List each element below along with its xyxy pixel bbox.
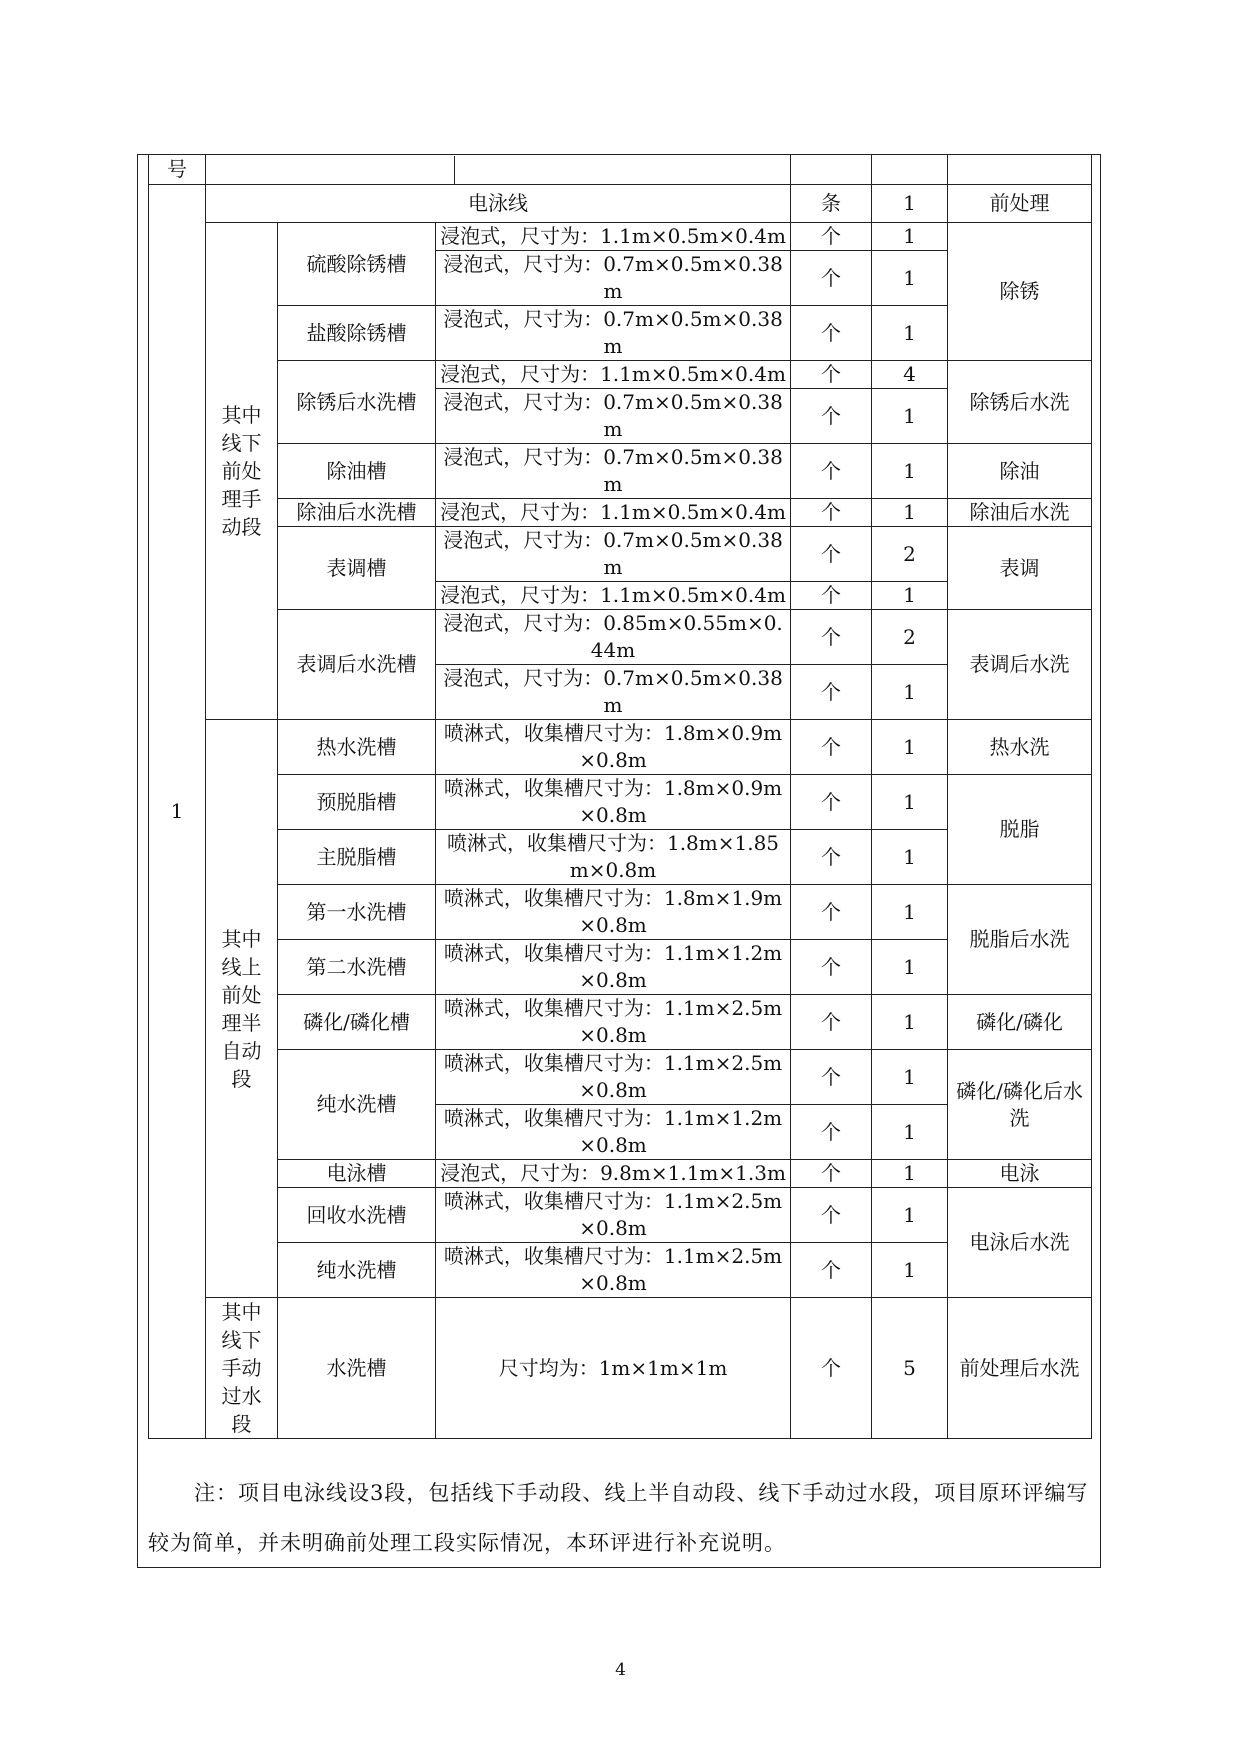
tank-unit: 个 <box>791 940 872 995</box>
tank-name: 表调后水洗槽 <box>278 610 436 720</box>
tank-spec: 喷淋式，收集槽尺寸为：1.1m×2.5m×0.8m <box>436 1188 791 1243</box>
tank-purpose: 表调后水洗 <box>948 610 1092 720</box>
tank-spec: 尺寸均为：1m×1m×1m <box>436 1298 791 1439</box>
tank-spec: 喷淋式，收集槽尺寸为：1.1m×2.5m×0.8m <box>436 1050 791 1105</box>
tank-spec: 喷淋式，收集槽尺寸为：1.1m×2.5m×0.8m <box>436 1243 791 1298</box>
tank-qty: 1 <box>872 1243 948 1298</box>
tank-unit: 个 <box>791 995 872 1050</box>
tank-qty: 1 <box>872 1188 948 1243</box>
tank-spec: 浸泡式，尺寸为：0.85m×0.55m×0.44m <box>436 610 791 665</box>
tank-spec: 喷淋式，收集槽尺寸为：1.8m×0.9m×0.8m <box>436 775 791 830</box>
tank-qty: 1 <box>872 1105 948 1160</box>
tank-name: 预脱脂槽 <box>278 775 436 830</box>
tank-spec: 浸泡式，尺寸为：0.7m×0.5m×0.38m <box>436 389 791 444</box>
section-label: 其中线下前处理手动段 <box>206 223 278 720</box>
tank-unit: 个 <box>791 775 872 830</box>
tank-purpose: 前处理后水洗 <box>948 1298 1092 1439</box>
tank-name: 热水洗槽 <box>278 720 436 775</box>
tank-qty: 2 <box>872 610 948 665</box>
tank-unit: 个 <box>791 1105 872 1160</box>
tank-name: 主脱脂槽 <box>278 830 436 885</box>
line-purpose: 前处理 <box>948 185 1092 223</box>
line-name: 电泳线 <box>206 185 791 223</box>
tank-unit: 个 <box>791 251 872 306</box>
tank-spec: 浸泡式，尺寸为：0.7m×0.5m×0.38m <box>436 665 791 720</box>
tank-qty: 1 <box>872 389 948 444</box>
tank-qty: 1 <box>872 665 948 720</box>
tank-spec: 浸泡式，尺寸为：9.8m×1.1m×1.3m <box>436 1160 791 1188</box>
tank-unit: 个 <box>791 306 872 361</box>
tank-spec: 浸泡式，尺寸为：1.1m×0.5m×0.4m <box>436 582 791 610</box>
tank-purpose: 热水洗 <box>948 720 1092 775</box>
tank-name: 纯水洗槽 <box>278 1243 436 1298</box>
tank-name: 硫酸除锈槽 <box>278 223 436 306</box>
tank-unit: 个 <box>791 1160 872 1188</box>
line-qty: 1 <box>872 185 948 223</box>
tank-unit: 个 <box>791 1188 872 1243</box>
tank-name: 电泳槽 <box>278 1160 436 1188</box>
tank-unit: 个 <box>791 499 872 527</box>
tank-unit: 个 <box>791 1050 872 1105</box>
tank-purpose: 除油后水洗 <box>948 499 1092 527</box>
page-number: 4 <box>615 1660 626 1680</box>
tank-qty: 2 <box>872 527 948 582</box>
tank-unit: 个 <box>791 1298 872 1439</box>
tank-name: 除油后水洗槽 <box>278 499 436 527</box>
tank-name: 除油槽 <box>278 444 436 499</box>
tank-qty: 1 <box>872 251 948 306</box>
tank-qty: 1 <box>872 499 948 527</box>
tank-purpose: 电泳后水洗 <box>948 1188 1092 1298</box>
tank-unit: 个 <box>791 527 872 582</box>
tank-spec: 浸泡式，尺寸为：1.1m×0.5m×0.4m <box>436 361 791 389</box>
tank-unit: 个 <box>791 830 872 885</box>
tank-qty: 1 <box>872 830 948 885</box>
tank-purpose: 表调 <box>948 527 1092 610</box>
tank-purpose: 除锈 <box>948 223 1092 361</box>
tank-unit: 个 <box>791 610 872 665</box>
tank-spec: 浸泡式，尺寸为：0.7m×0.5m×0.38m <box>436 306 791 361</box>
tank-spec: 喷淋式，收集槽尺寸为：1.1m×2.5m×0.8m <box>436 995 791 1050</box>
tank-spec: 喷淋式，收集槽尺寸为：1.1m×1.2m×0.8m <box>436 1105 791 1160</box>
tank-name: 第二水洗槽 <box>278 940 436 995</box>
tank-unit: 个 <box>791 223 872 251</box>
tank-unit: 个 <box>791 720 872 775</box>
tank-qty: 1 <box>872 1160 948 1188</box>
tank-purpose: 电泳 <box>948 1160 1092 1188</box>
tank-qty: 1 <box>872 1050 948 1105</box>
row-number: 1 <box>149 185 206 1439</box>
tank-qty: 1 <box>872 940 948 995</box>
tank-spec: 喷淋式，收集槽尺寸为：1.8m×1.9m×0.8m <box>436 885 791 940</box>
tank-spec: 浸泡式，尺寸为：0.7m×0.5m×0.38m <box>436 444 791 499</box>
note-text: 注：项目电泳线设3段，包括线下手动段、线上半自动段、线下手动过水段，项目原环评编写较为简单，并未明确前处理工段实际情况，本环评进行补充说明。 <box>148 1481 1089 1555</box>
section-label: 其中线下手动过水段 <box>206 1298 278 1439</box>
tank-qty: 1 <box>872 306 948 361</box>
tank-name: 水洗槽 <box>278 1298 436 1439</box>
header-no: 号 <box>149 155 206 185</box>
tank-name: 除锈后水洗槽 <box>278 361 436 444</box>
tank-qty: 1 <box>872 223 948 251</box>
tank-name: 盐酸除锈槽 <box>278 306 436 361</box>
tank-qty: 1 <box>872 775 948 830</box>
tank-qty: 1 <box>872 995 948 1050</box>
tank-name: 第一水洗槽 <box>278 885 436 940</box>
tank-unit: 个 <box>791 885 872 940</box>
tank-qty: 4 <box>872 361 948 389</box>
tank-name: 磷化/磷化槽 <box>278 995 436 1050</box>
table-note <box>148 1468 1091 1568</box>
tank-spec: 浸泡式，尺寸为：0.7m×0.5m×0.38m <box>436 251 791 306</box>
tank-name: 纯水洗槽 <box>278 1050 436 1160</box>
header-blank <box>948 155 1092 185</box>
tank-unit: 个 <box>791 1243 872 1298</box>
tank-qty: 1 <box>872 444 948 499</box>
tank-unit: 个 <box>791 389 872 444</box>
tank-purpose: 脱脂 <box>948 775 1092 885</box>
tank-name: 回收水洗槽 <box>278 1188 436 1243</box>
tank-spec: 浸泡式，尺寸为：0.7m×0.5m×0.38m <box>436 527 791 582</box>
tank-unit: 个 <box>791 665 872 720</box>
header-blank <box>206 155 791 185</box>
tank-unit: 个 <box>791 361 872 389</box>
tank-spec: 喷淋式，收集槽尺寸为：1.8m×1.85m×0.8m <box>436 830 791 885</box>
tank-name: 表调槽 <box>278 527 436 610</box>
tank-spec: 浸泡式，尺寸为：1.1m×0.5m×0.4m <box>436 223 791 251</box>
tank-qty: 1 <box>872 582 948 610</box>
line-unit: 条 <box>791 185 872 223</box>
tank-spec: 浸泡式，尺寸为：1.1m×0.5m×0.4m <box>436 499 791 527</box>
tank-purpose: 除锈后水洗 <box>948 361 1092 444</box>
section-label: 其中线上前处理半自动段 <box>206 720 278 1298</box>
equipment-table <box>148 154 1092 1439</box>
tank-spec: 喷淋式，收集槽尺寸为：1.8m×0.9m×0.8m <box>436 720 791 775</box>
tank-purpose: 磷化/磷化后水洗 <box>948 1050 1092 1160</box>
header-blank <box>791 155 872 185</box>
header-blank <box>872 155 948 185</box>
tank-qty: 1 <box>872 885 948 940</box>
tank-qty: 5 <box>872 1298 948 1439</box>
tank-purpose: 脱脂后水洗 <box>948 885 1092 995</box>
tank-unit: 个 <box>791 444 872 499</box>
tank-purpose: 除油 <box>948 444 1092 499</box>
tank-spec: 喷淋式，收集槽尺寸为：1.1m×1.2m×0.8m <box>436 940 791 995</box>
tank-purpose: 磷化/磷化 <box>948 995 1092 1050</box>
tank-qty: 1 <box>872 720 948 775</box>
tank-unit: 个 <box>791 582 872 610</box>
